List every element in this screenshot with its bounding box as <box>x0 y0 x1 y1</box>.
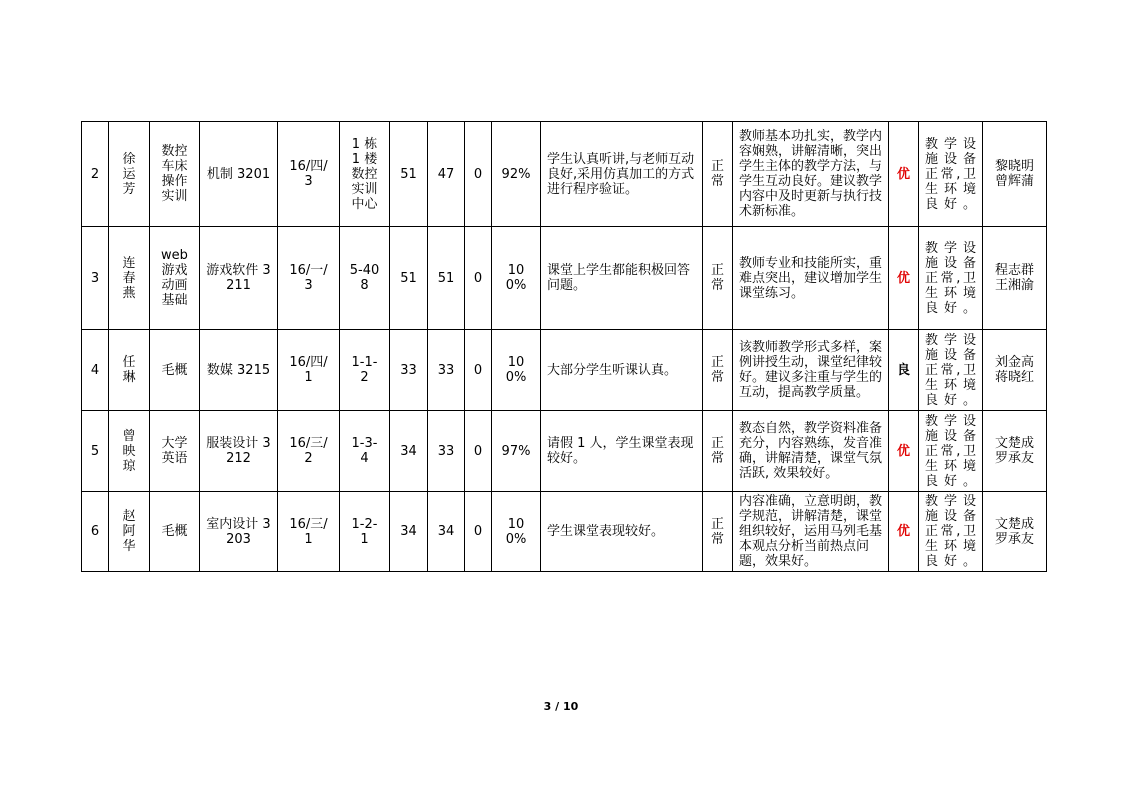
rating: 优 <box>889 411 919 492</box>
teacher-comment: 内容准确，立意明朗，教学规范，讲解清楚，课堂组织较好，运用马列毛基本观点分析当前热点问题，效果好。 <box>733 492 889 572</box>
rating: 优 <box>889 122 919 227</box>
class-time: 16/一/3 <box>278 227 340 330</box>
class-location: 1 栋 1 楼数控实训中心 <box>340 122 390 227</box>
evaluators: 刘金高蒋晓红 <box>983 330 1047 411</box>
present-count: 33 <box>428 330 465 411</box>
table-row <box>82 227 1047 330</box>
teacher-comment: 教师基本功扎实，教学内容娴熟，讲解清晰，突出学生主体的教学方法，与学生互动良好。建议教学内容中及时更新与执行技术新标准。 <box>733 122 889 227</box>
table-row <box>82 122 1047 227</box>
rating: 优 <box>889 227 919 330</box>
teacher-name: 徐运芳 <box>109 122 150 227</box>
row-number: 3 <box>82 227 109 330</box>
attendance-rate: 92% <box>492 122 541 227</box>
evaluators: 文楚成罗承友 <box>983 411 1047 492</box>
class-time: 16/四/3 <box>278 122 340 227</box>
table-row <box>82 330 1047 411</box>
student-comment: 请假 1 人，学生课堂表现较好。 <box>541 411 703 492</box>
course-name: 毛概 <box>150 492 200 572</box>
enrolled-count: 34 <box>390 411 428 492</box>
class-location: 1-3-4 <box>340 411 390 492</box>
present-count: 51 <box>428 227 465 330</box>
absent-count: 0 <box>465 492 492 572</box>
present-count: 34 <box>428 492 465 572</box>
rating: 良 <box>889 330 919 411</box>
class-order: 正常 <box>703 227 733 330</box>
class-name: 数媒 3215 <box>200 330 278 411</box>
evaluators: 黎晓明曾辉蒲 <box>983 122 1047 227</box>
page-number: 3 / 10 <box>543 700 579 713</box>
student-comment: 课堂上学生都能积极回答问题。 <box>541 227 703 330</box>
attendance-rate: 100% <box>492 492 541 572</box>
teacher-name: 连春燕 <box>109 227 150 330</box>
class-name: 服装设计 3212 <box>200 411 278 492</box>
course-name: 大学英语 <box>150 411 200 492</box>
facility-status: 教学设施设备正常,卫生环境良好。 <box>919 122 983 227</box>
course-name: web 游戏动画基础 <box>150 227 200 330</box>
attendance-rate: 100% <box>492 227 541 330</box>
absent-count: 0 <box>465 122 492 227</box>
row-number: 2 <box>82 122 109 227</box>
class-name: 机制 3201 <box>200 122 278 227</box>
teacher-comment: 教态自然，教学资料准备充分，内容熟练，发音准确，讲解清楚，课堂气氛活跃, 效果较好。 <box>733 411 889 492</box>
class-name: 室内设计 3203 <box>200 492 278 572</box>
course-name: 毛概 <box>150 330 200 411</box>
enrolled-count: 33 <box>390 330 428 411</box>
class-location: 5-408 <box>340 227 390 330</box>
present-count: 47 <box>428 122 465 227</box>
teacher-name: 曾映琼 <box>109 411 150 492</box>
class-name: 游戏软件 3211 <box>200 227 278 330</box>
class-order: 正常 <box>703 330 733 411</box>
class-order: 正常 <box>703 122 733 227</box>
table-row <box>82 492 1047 572</box>
facility-status: 教学设施设备正常,卫生环境良好。 <box>919 227 983 330</box>
class-time: 16/三/2 <box>278 411 340 492</box>
evaluators: 程志群王湘渝 <box>983 227 1047 330</box>
teacher-comment: 该教师教学形式多样，案例讲授生动，课堂纪律较好。建议多注重与学生的互动，提高教学质量。 <box>733 330 889 411</box>
enrolled-count: 51 <box>390 122 428 227</box>
present-count: 33 <box>428 411 465 492</box>
enrolled-count: 51 <box>390 227 428 330</box>
row-number: 6 <box>82 492 109 572</box>
table-row <box>82 411 1047 492</box>
attendance-rate: 100% <box>492 330 541 411</box>
class-order: 正常 <box>703 492 733 572</box>
facility-status: 教学设施设备正常,卫生环境良好。 <box>919 330 983 411</box>
rating: 优 <box>889 492 919 572</box>
evaluators: 文楚成罗承友 <box>983 492 1047 572</box>
teacher-name: 赵阿华 <box>109 492 150 572</box>
absent-count: 0 <box>465 227 492 330</box>
teacher-name: 任琳 <box>109 330 150 411</box>
evaluation-table <box>81 121 1047 572</box>
enrolled-count: 34 <box>390 492 428 572</box>
class-time: 16/四/1 <box>278 330 340 411</box>
student-comment: 大部分学生听课认真。 <box>541 330 703 411</box>
absent-count: 0 <box>465 411 492 492</box>
student-comment: 学生课堂表现较好。 <box>541 492 703 572</box>
row-number: 4 <box>82 330 109 411</box>
teacher-comment: 教师专业和技能所实，重难点突出，建议增加学生课堂练习。 <box>733 227 889 330</box>
course-name: 数控车床操作实训 <box>150 122 200 227</box>
facility-status: 教学设施设备正常,卫生环境良好。 <box>919 492 983 572</box>
absent-count: 0 <box>465 330 492 411</box>
facility-status: 教学设施设备正常,卫生环境良好。 <box>919 411 983 492</box>
class-order: 正常 <box>703 411 733 492</box>
class-time: 16/三/1 <box>278 492 340 572</box>
attendance-rate: 97% <box>492 411 541 492</box>
class-location: 1-1-2 <box>340 330 390 411</box>
student-comment: 学生认真听讲,与老师互动良好,采用仿真加工的方式进行程序验证。 <box>541 122 703 227</box>
row-number: 5 <box>82 411 109 492</box>
class-location: 1-2-1 <box>340 492 390 572</box>
